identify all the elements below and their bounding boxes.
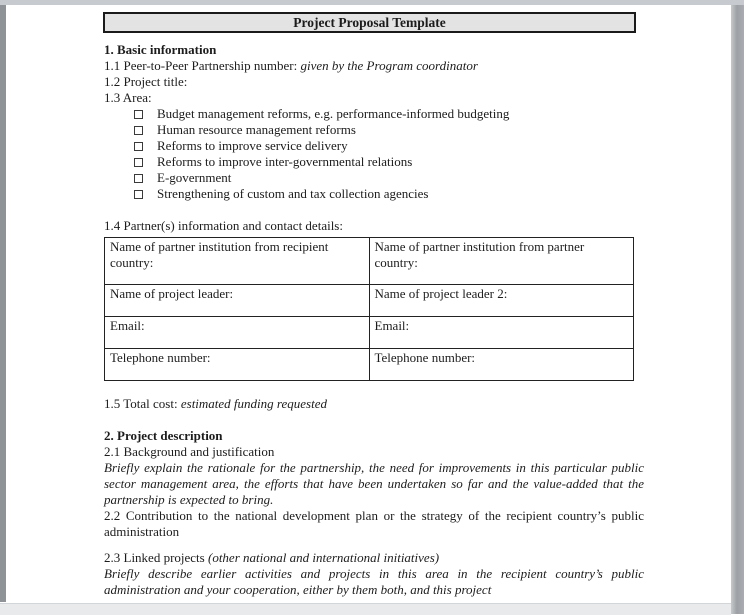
- checkbox-icon: [134, 110, 143, 119]
- area-option-row: [104, 170, 644, 186]
- table-cell: Telephone number:: [369, 349, 634, 381]
- table-cell: Name of partner institution from recipient country:: [105, 238, 370, 285]
- checkbox-icon: [134, 174, 143, 183]
- partner-table: [104, 237, 634, 381]
- item-1-4: 1.4 Partner(s) information and contact details:: [104, 218, 343, 233]
- window-right-edge: [731, 5, 744, 614]
- document-title-box: [103, 12, 636, 33]
- item-2-2: 2.2 Contribution to the national development plan or the strategy of the recipient country’s public administration: [104, 508, 644, 539]
- section2-heading: 2. Project description: [104, 428, 223, 443]
- area-option-label: Reforms to improve inter-governmental relations: [157, 154, 413, 169]
- table-cell: Name of partner institution from partner country:: [369, 238, 634, 285]
- table-row: [105, 349, 634, 381]
- area-option-row: [104, 138, 644, 154]
- item-1-1: [104, 58, 644, 74]
- item-1-2: 1.2 Project title:: [104, 74, 188, 89]
- item-1-5-hint: estimated funding requested: [180, 396, 327, 411]
- item-1-5: [104, 396, 644, 412]
- document-title: Project Proposal Template: [293, 15, 446, 30]
- item-2-1: 2.1 Background and justification: [104, 444, 275, 459]
- section1-heading: 1. Basic information: [104, 42, 217, 57]
- window-left-edge: [0, 5, 6, 602]
- area-option-row: [104, 122, 644, 138]
- table-cell: Email:: [369, 317, 634, 349]
- guidance-2-3: Briefly describe earlier activities and projects in this area in the recipient country’s public administration and your cooperation, either by them both, and this project: [104, 566, 644, 597]
- table-row: [105, 285, 634, 317]
- table-row: [105, 317, 634, 349]
- area-option-label: Reforms to improve service delivery: [157, 138, 348, 153]
- checkbox-icon: [134, 190, 143, 199]
- item-2-3: [104, 550, 644, 566]
- item-1-5-label: 1.5 Total cost:: [104, 396, 181, 411]
- area-option-row: [104, 186, 644, 202]
- area-option-label: Strengthening of custom and tax collection agencies: [157, 186, 429, 201]
- item-2-3-hint: (other national and international initiatives): [207, 550, 440, 565]
- area-option-label: Human resource management reforms: [157, 122, 356, 137]
- checkbox-icon: [134, 142, 143, 151]
- checkbox-icon: [134, 126, 143, 135]
- checkbox-icon: [134, 158, 143, 167]
- item-2-3-label: 2.3 Linked projects: [104, 550, 208, 565]
- area-option-row: [104, 106, 644, 122]
- document-page: [0, 5, 731, 603]
- table-cell: Telephone number:: [105, 349, 370, 381]
- item-1-1-hint: given by the Program coordinator: [300, 58, 478, 73]
- window-top-edge: [0, 0, 744, 5]
- table-cell: Name of project leader 2:: [369, 285, 634, 317]
- area-option-label: Budget management reforms, e.g. performance-informed budgeting: [157, 106, 510, 121]
- guidance-2-1: Briefly explain the rationale for the partnership, the need for improvements in this particular public sector management area, the efforts that have been undertaken so far and the value-added that the partnership is expected to bring.: [104, 460, 644, 507]
- area-option-row: [104, 154, 644, 170]
- area-option-label: E-government: [157, 170, 232, 185]
- table-row: [105, 238, 634, 285]
- document-content: [104, 42, 644, 598]
- window-bottom-edge: [0, 603, 731, 615]
- item-1-1-label: 1.1 Peer-to-Peer Partnership number:: [104, 58, 301, 73]
- item-1-3: 1.3 Area:: [104, 90, 152, 105]
- table-cell: Name of project leader:: [105, 285, 370, 317]
- table-cell: Email:: [105, 317, 370, 349]
